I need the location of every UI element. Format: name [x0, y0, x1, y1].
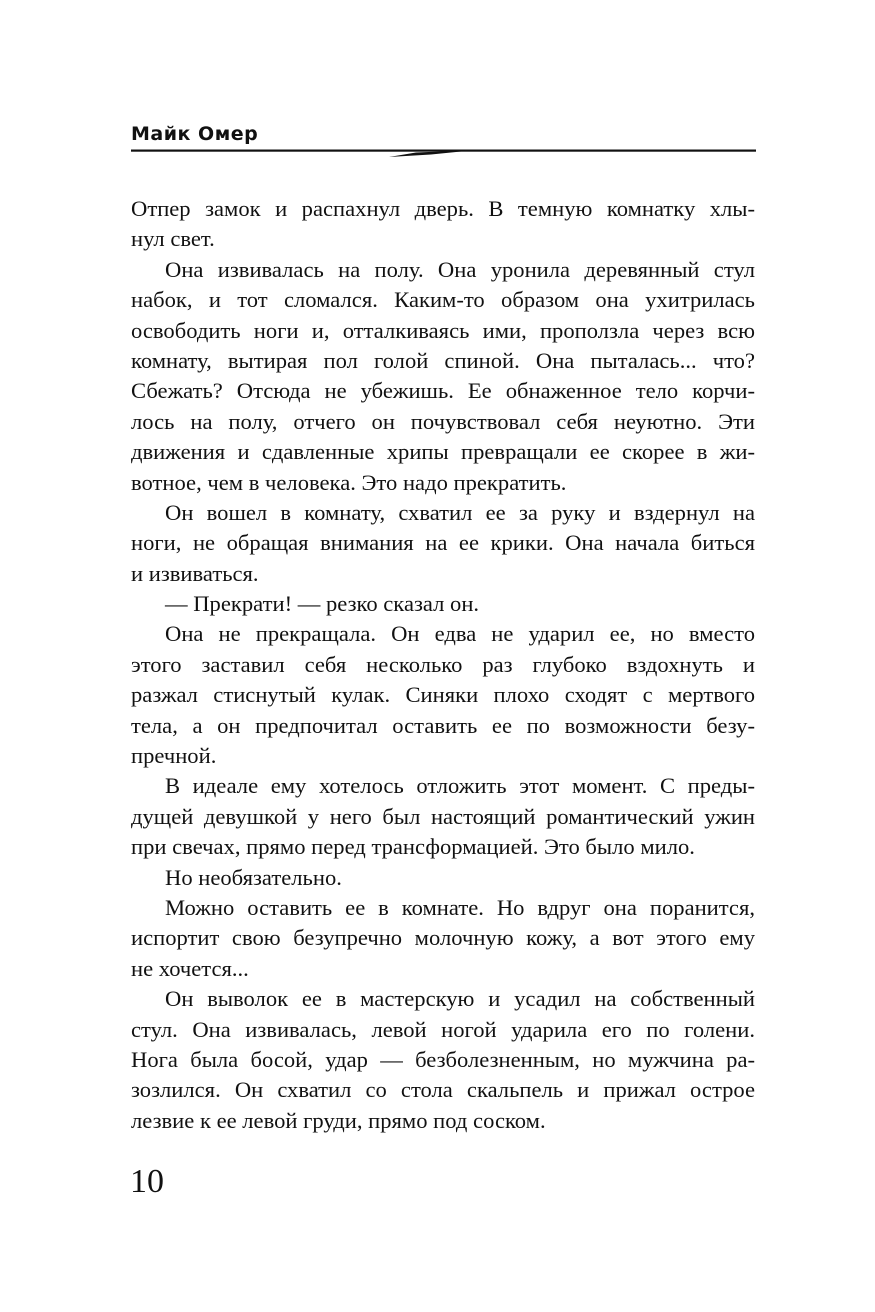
text-line: лось на полу, отчего он почувствовал себя неуютно. Эти [131, 408, 755, 434]
text-line: и извиваться. [131, 560, 259, 586]
text-line: вотное, чем в человека. Это надо прекратить. [131, 469, 567, 495]
text-line: комнату, вытирая пол голой спиной. Она пыталась... что? [131, 347, 755, 373]
text-line: лезвие к ее левой груди, прямо под соском. [131, 1107, 546, 1133]
paragraph [131, 619, 755, 771]
text-line: Она извивалась на полу. Она уронила деревянный стул [165, 256, 755, 282]
text-line: зозлился. Он схватил со стола скальпель и прижал острое [131, 1077, 755, 1103]
text-line: набок, и тот сломался. Каким-то образом она ухитрилась [131, 287, 755, 313]
text-line: ноги, не обращая внимания на ее крики. Она начала биться [131, 530, 755, 556]
text-line: при свечах, прямо перед трансформацией. Это было мило. [131, 834, 695, 860]
text-line: этого заставил себя несколько раз глубоко вздохнуть и [131, 651, 755, 677]
text-line: Он вошел в комнату, схватил ее за руку и вздернул на [165, 499, 755, 525]
paragraph [131, 863, 755, 893]
text-line: Отпер замок и распахнул дверь. В темную комнатку хлы- [131, 196, 755, 221]
paragraph [131, 255, 755, 498]
header-rule-line [131, 150, 756, 152]
text-line: Он выволок ее в мастерскую и усадил на собственный [165, 986, 755, 1012]
text-line: Она не прекращала. Он едва не ударил ее, но вместо [165, 621, 755, 647]
page-number: 10 [130, 1163, 164, 1200]
text-line: стул. Она извивалась, левой ногой ударила его по голени. [131, 1016, 755, 1042]
paragraph [131, 984, 755, 1136]
text-line: разжал стиснутый кулак. Синяки плохо сходят с мертвого [131, 682, 755, 708]
paragraph [131, 771, 755, 862]
header-rule [131, 146, 756, 160]
paragraph [131, 893, 755, 984]
running-head-author: Майк Омер [131, 123, 259, 145]
text-line: не хочется... [131, 955, 249, 981]
text-line: — Прекрати! — резко сказал он. [165, 591, 480, 617]
paragraph [131, 194, 755, 255]
text-line: В идеале ему хотелось отложить этот момент. С преды- [165, 773, 755, 799]
text-line: тела, а он предпочитал оставить ее по возможности безу- [131, 712, 755, 738]
text-line: освободить ноги и, отталкиваясь ими, проползла через всю [131, 317, 755, 343]
text-line: Нога была босой, удар — безболезненным, но мужчина ра- [131, 1046, 755, 1072]
text-line: пречной. [131, 743, 217, 769]
text-line: нул свет. [131, 226, 215, 252]
text-line: испортит свою безупречно молочную кожу, а вот этого ему [131, 925, 755, 951]
text-line: Можно оставить ее в комнате. Но вдруг она поранится, [165, 894, 755, 920]
text-line: Но необязательно. [165, 864, 342, 890]
text-line: движения и сдавленные хрипы превращали ее скорее в жи- [131, 439, 755, 465]
text-line: Сбежать? Отсюда не убежишь. Ее обнаженное тело корчи- [131, 378, 755, 404]
body-text [131, 194, 755, 1136]
paragraph [131, 498, 755, 589]
text-line: дущей девушкой у него был настоящий романтический ужин [131, 803, 755, 829]
paragraph [131, 589, 755, 619]
